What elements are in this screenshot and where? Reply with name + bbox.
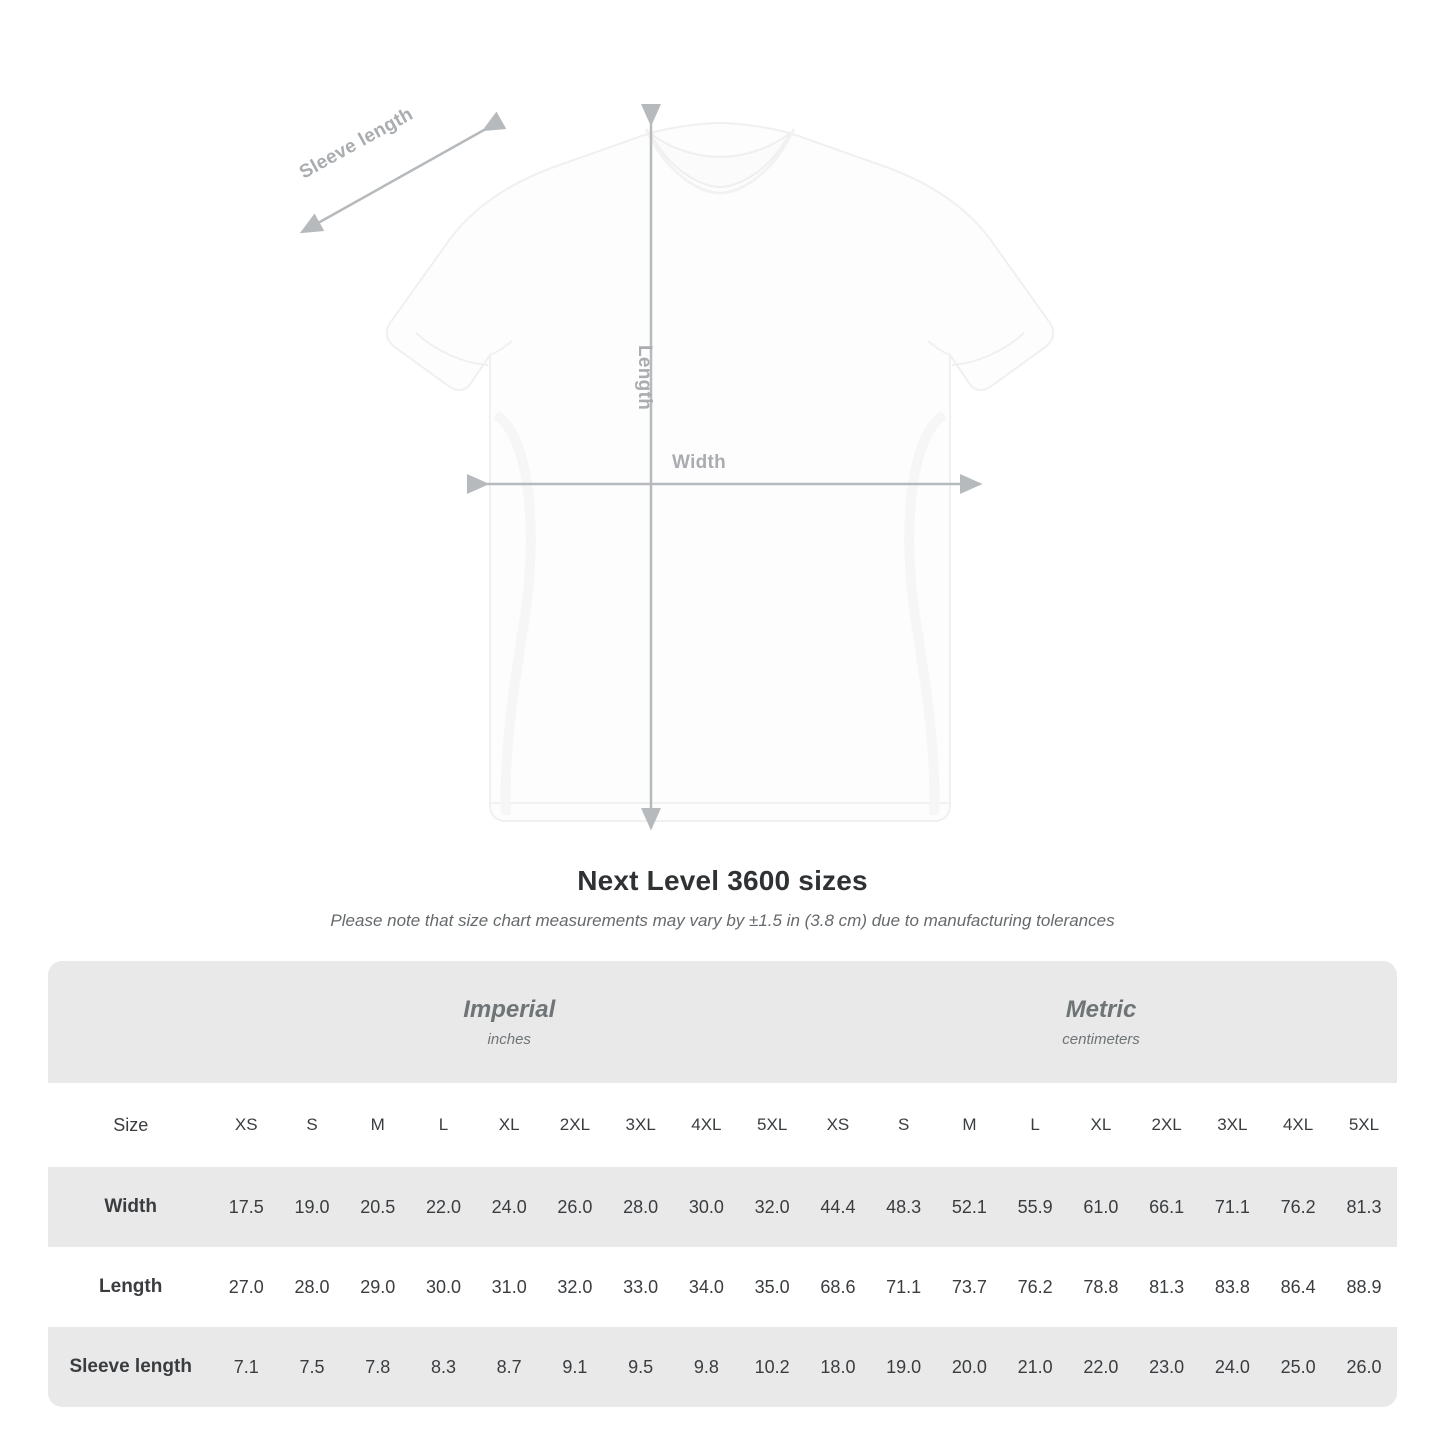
table-row bbox=[48, 1327, 1397, 1407]
cell-length-metric-l: 76.2 bbox=[1002, 1247, 1068, 1327]
row-label-sleeve-length: Sleeve length bbox=[48, 1327, 213, 1407]
table-row bbox=[48, 1167, 1397, 1247]
size-row bbox=[48, 1083, 1397, 1167]
cell-sleeve-imperial-xs: 7.1 bbox=[213, 1327, 279, 1407]
cell-width-metric-2xl: 66.1 bbox=[1134, 1167, 1200, 1247]
cell-length-metric-3xl: 83.8 bbox=[1199, 1247, 1265, 1327]
cell-length-imperial-l: 30.0 bbox=[411, 1247, 477, 1327]
size-header-metric-2xl: 2XL bbox=[1134, 1083, 1200, 1167]
cell-length-imperial-xl: 31.0 bbox=[476, 1247, 542, 1327]
cell-length-imperial-s: 28.0 bbox=[279, 1247, 345, 1327]
unit-group-metric bbox=[805, 961, 1397, 1083]
cell-length-metric-4xl: 86.4 bbox=[1265, 1247, 1331, 1327]
cell-length-metric-xs: 68.6 bbox=[805, 1247, 871, 1327]
annotation-width: Width bbox=[672, 452, 727, 473]
size-header-metric-s: S bbox=[871, 1083, 937, 1167]
cell-width-imperial-l: 22.0 bbox=[411, 1167, 477, 1247]
size-table bbox=[48, 961, 1397, 1407]
size-row-label: Size bbox=[48, 1083, 213, 1167]
cell-width-imperial-4xl: 30.0 bbox=[674, 1167, 740, 1247]
size-header-imperial-3xl: 3XL bbox=[608, 1083, 674, 1167]
page-subtitle: Please note that size chart measurements may vary by ±1.5 in (3.8 cm) due to manufacturing tolerances bbox=[330, 911, 1115, 930]
cell-sleeve-imperial-xl: 8.7 bbox=[476, 1327, 542, 1407]
table-row bbox=[48, 1247, 1397, 1327]
size-header-imperial-2xl: 2XL bbox=[542, 1083, 608, 1167]
cell-width-imperial-2xl: 26.0 bbox=[542, 1167, 608, 1247]
size-header-imperial-l: L bbox=[411, 1083, 477, 1167]
cell-sleeve-imperial-s: 7.5 bbox=[279, 1327, 345, 1407]
cell-sleeve-imperial-m: 7.8 bbox=[345, 1327, 411, 1407]
size-header-imperial-xl: XL bbox=[476, 1083, 542, 1167]
cell-width-metric-m: 52.1 bbox=[937, 1167, 1003, 1247]
unit-group-imperial-title: Imperial bbox=[463, 996, 556, 1023]
cell-length-imperial-5xl: 35.0 bbox=[739, 1247, 805, 1327]
size-header-imperial-m: M bbox=[345, 1083, 411, 1167]
unit-header-row bbox=[48, 961, 1397, 1083]
unit-group-metric-sub: centimeters bbox=[1062, 1031, 1140, 1048]
cell-width-metric-xs: 44.4 bbox=[805, 1167, 871, 1247]
cell-sleeve-metric-xl: 22.0 bbox=[1068, 1327, 1134, 1407]
size-header-imperial-s: S bbox=[279, 1083, 345, 1167]
size-header-metric-m: M bbox=[937, 1083, 1003, 1167]
cell-sleeve-metric-2xl: 23.0 bbox=[1134, 1327, 1200, 1407]
row-label-length: Length bbox=[48, 1247, 213, 1327]
cell-length-metric-2xl: 81.3 bbox=[1134, 1247, 1200, 1327]
cell-sleeve-imperial-5xl: 10.2 bbox=[739, 1327, 805, 1407]
cell-length-imperial-m: 29.0 bbox=[345, 1247, 411, 1327]
annotation-sleeve-length: Sleeve length bbox=[296, 103, 417, 184]
cell-width-imperial-3xl: 28.0 bbox=[608, 1167, 674, 1247]
cell-sleeve-metric-3xl: 24.0 bbox=[1199, 1327, 1265, 1407]
cell-width-imperial-xs: 17.5 bbox=[213, 1167, 279, 1247]
page-title: Next Level 3600 sizes bbox=[577, 865, 868, 896]
cell-sleeve-metric-l: 21.0 bbox=[1002, 1327, 1068, 1407]
cell-length-metric-xl: 78.8 bbox=[1068, 1247, 1134, 1327]
cell-width-metric-3xl: 71.1 bbox=[1199, 1167, 1265, 1247]
cell-sleeve-imperial-4xl: 9.8 bbox=[674, 1327, 740, 1407]
cell-length-metric-5xl: 88.9 bbox=[1331, 1247, 1397, 1327]
row-label-width: Width bbox=[48, 1167, 213, 1247]
cell-sleeve-metric-s: 19.0 bbox=[871, 1327, 937, 1407]
size-header-metric-xs: XS bbox=[805, 1083, 871, 1167]
cell-sleeve-imperial-2xl: 9.1 bbox=[542, 1327, 608, 1407]
size-table-wrapper bbox=[48, 961, 1397, 1407]
cell-width-metric-4xl: 76.2 bbox=[1265, 1167, 1331, 1247]
cell-length-metric-m: 73.7 bbox=[937, 1247, 1003, 1327]
cell-sleeve-imperial-l: 8.3 bbox=[411, 1327, 477, 1407]
cell-length-imperial-4xl: 34.0 bbox=[674, 1247, 740, 1327]
size-header-imperial-4xl: 4XL bbox=[674, 1083, 740, 1167]
cell-sleeve-metric-4xl: 25.0 bbox=[1265, 1327, 1331, 1407]
unit-group-metric-title: Metric bbox=[1065, 996, 1137, 1023]
cell-length-imperial-2xl: 32.0 bbox=[542, 1247, 608, 1327]
cell-width-metric-s: 48.3 bbox=[871, 1167, 937, 1247]
size-header-metric-5xl: 5XL bbox=[1331, 1083, 1397, 1167]
cell-length-imperial-3xl: 33.0 bbox=[608, 1247, 674, 1327]
cell-width-imperial-m: 20.5 bbox=[345, 1167, 411, 1247]
cell-width-metric-xl: 61.0 bbox=[1068, 1167, 1134, 1247]
unit-group-imperial-sub: inches bbox=[487, 1031, 531, 1048]
unit-header-spacer bbox=[48, 961, 213, 1083]
size-header-metric-3xl: 3XL bbox=[1199, 1083, 1265, 1167]
cell-width-imperial-xl: 24.0 bbox=[476, 1167, 542, 1247]
cell-width-metric-l: 55.9 bbox=[1002, 1167, 1068, 1247]
cell-width-metric-5xl: 81.3 bbox=[1331, 1167, 1397, 1247]
annotation-length: Length bbox=[634, 345, 655, 411]
cell-sleeve-metric-xs: 18.0 bbox=[805, 1327, 871, 1407]
cell-sleeve-imperial-3xl: 9.5 bbox=[608, 1327, 674, 1407]
size-header-metric-4xl: 4XL bbox=[1265, 1083, 1331, 1167]
cell-length-metric-s: 71.1 bbox=[871, 1247, 937, 1327]
size-header-metric-l: L bbox=[1002, 1083, 1068, 1167]
cell-width-imperial-5xl: 32.0 bbox=[739, 1167, 805, 1247]
cell-sleeve-metric-5xl: 26.0 bbox=[1331, 1327, 1397, 1407]
size-header-imperial-5xl: 5XL bbox=[739, 1083, 805, 1167]
unit-group-imperial bbox=[213, 961, 805, 1083]
size-header-metric-xl: XL bbox=[1068, 1083, 1134, 1167]
cell-width-imperial-s: 19.0 bbox=[279, 1167, 345, 1247]
cell-sleeve-metric-m: 20.0 bbox=[937, 1327, 1003, 1407]
cell-length-imperial-xs: 27.0 bbox=[213, 1247, 279, 1327]
size-header-imperial-xs: XS bbox=[213, 1083, 279, 1167]
